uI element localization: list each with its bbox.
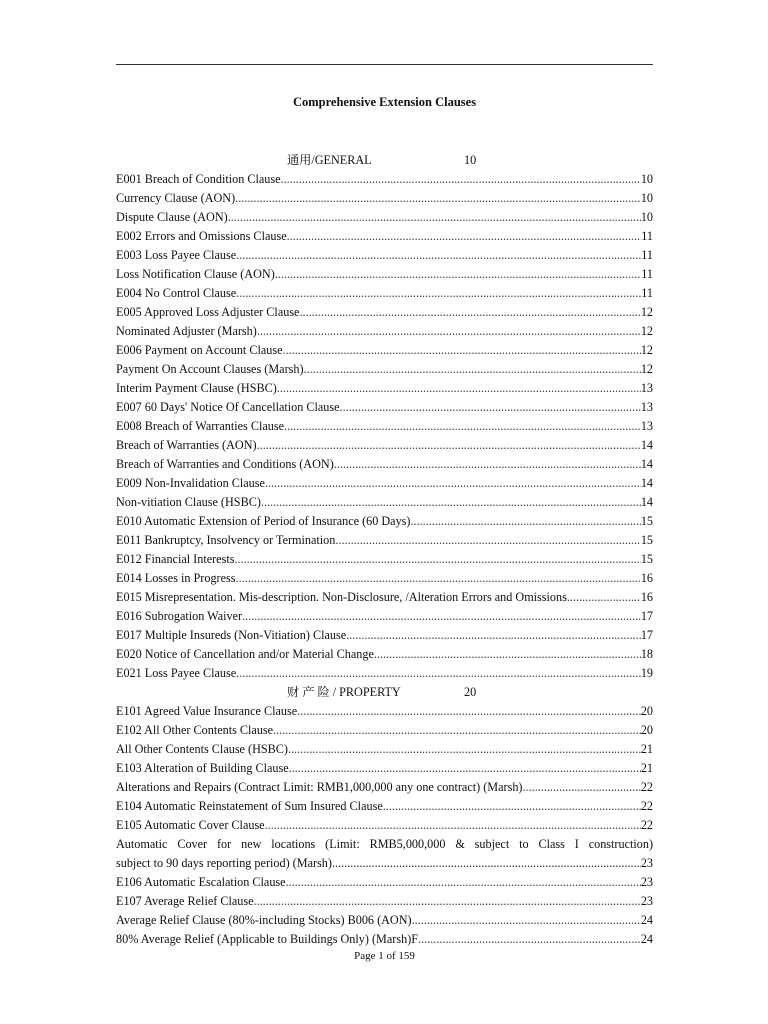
toc-entry-label: E017 Multiple Insureds (Non-Vitiation) Clause xyxy=(116,628,347,642)
toc-entry[interactable] xyxy=(116,569,653,588)
toc-entry-page: 19 xyxy=(640,666,653,680)
leader-dots xyxy=(261,493,641,512)
toc-entry[interactable] xyxy=(116,702,653,721)
toc-entry-label: Breach of Warranties (AON) xyxy=(116,438,257,452)
toc-entry-label: 80% Average Relief (Applicable to Buildings Only) (Marsh)F xyxy=(116,932,419,946)
toc-entry-page: 12 xyxy=(640,324,653,338)
toc-entry-label: E001 Breach of Condition Clause xyxy=(116,172,281,186)
toc-entry-page: 12 xyxy=(640,305,653,319)
leader-dots xyxy=(228,208,641,227)
toc-entry-page: 24 xyxy=(640,913,653,927)
toc-entry-page: 17 xyxy=(640,609,653,623)
page-footer: Page 1 of 159 xyxy=(354,950,415,962)
toc-entry[interactable] xyxy=(116,759,653,778)
section-name: 财 产 险 / PROPERTY xyxy=(287,685,401,699)
leader-dots xyxy=(277,379,641,398)
toc-entry[interactable] xyxy=(116,474,653,493)
toc-entry-label: E020 Notice of Cancellation and/or Material Change xyxy=(116,647,374,661)
leader-dots xyxy=(334,455,641,474)
toc-entry-page: 11 xyxy=(641,267,653,281)
toc-entry-page: 23 xyxy=(640,875,653,889)
toc-entry-label: E106 Automatic Escalation Clause xyxy=(116,875,286,889)
toc-entry-page: 11 xyxy=(641,229,653,243)
toc-entry[interactable] xyxy=(116,626,653,645)
leader-dots xyxy=(297,702,641,721)
toc-entry[interactable] xyxy=(116,911,653,930)
toc-entry[interactable] xyxy=(116,721,653,740)
section-page: 10 xyxy=(464,153,477,167)
leader-dots xyxy=(236,284,641,303)
toc-entry[interactable] xyxy=(116,607,653,626)
toc-entry-label: E006 Payment on Account Clause xyxy=(116,343,283,357)
toc-entry-page: 21 xyxy=(640,742,653,756)
leader-dots xyxy=(418,930,641,949)
leader-dots xyxy=(275,265,642,284)
toc-entry-label: Interim Payment Clause (HSBC) xyxy=(116,381,277,395)
toc-entry[interactable] xyxy=(116,170,653,189)
toc-entry-label: E009 Non-Invalidation Clause xyxy=(116,476,265,490)
leader-dots xyxy=(286,873,641,892)
toc-entry-page: 14 xyxy=(640,476,653,490)
leader-dots xyxy=(288,740,641,759)
leader-dots xyxy=(235,189,641,208)
toc-entry-label: E104 Automatic Reinstatement of Sum Insured Clause xyxy=(116,799,383,813)
leader-dots xyxy=(257,322,641,341)
toc-entry-page: 13 xyxy=(640,381,653,395)
leader-dots xyxy=(281,170,641,189)
leader-dots xyxy=(346,626,641,645)
document-title: Comprehensive Extension Clauses xyxy=(292,95,477,109)
toc-entry[interactable] xyxy=(116,664,653,683)
toc-entry[interactable] xyxy=(116,740,653,759)
toc-entry[interactable] xyxy=(116,341,653,360)
toc-entry-label: E004 No Control Clause xyxy=(116,286,237,300)
toc-entry-label: E010 Automatic Extension of Period of Insurance (60 Days) xyxy=(116,514,411,528)
toc-entry-label: Nominated Adjuster (Marsh) xyxy=(116,324,257,338)
toc-entry-label: Dispute Clause (AON) xyxy=(116,210,228,224)
leader-dots xyxy=(304,360,641,379)
leader-dots xyxy=(265,816,641,835)
toc-entry-page: 12 xyxy=(640,343,653,357)
toc-entry-label: E021 Loss Payee Clause xyxy=(116,666,237,680)
toc-entry-label: Currency Clause (AON) xyxy=(116,191,236,205)
toc-entry-label: Non-vitiation Clause (HSBC) xyxy=(116,495,261,509)
leader-dots xyxy=(287,227,642,246)
toc-entry-label: E103 Alteration of Building Clause xyxy=(116,761,289,775)
leader-dots xyxy=(236,569,641,588)
leader-dots xyxy=(265,474,641,493)
leader-dots xyxy=(332,854,641,873)
toc-entry-label: E011 Bankruptcy, Insolvency or Termination xyxy=(116,533,336,547)
toc-entry-label: subject to 90 days reporting period) (Marsh) xyxy=(116,856,332,870)
toc-entry-page: 16 xyxy=(640,590,653,604)
leader-dots xyxy=(412,911,641,930)
leader-dots xyxy=(284,417,641,436)
toc-entry[interactable] xyxy=(116,797,653,816)
leader-dots xyxy=(383,797,641,816)
toc-entry-page: 15 xyxy=(640,533,653,547)
toc-entry[interactable] xyxy=(116,816,653,835)
toc-entry-page: 23 xyxy=(640,894,653,908)
toc-entry[interactable] xyxy=(116,303,653,322)
toc-entry-page: 14 xyxy=(640,457,653,471)
leader-dots xyxy=(335,531,640,550)
toc-entry-page: 11 xyxy=(641,248,653,262)
toc-entry-label: E012 Financial Interests xyxy=(116,552,235,566)
toc-entry-page: 15 xyxy=(640,552,653,566)
toc-entry-label: E008 Breach of Warranties Clause xyxy=(116,419,285,433)
toc-entry[interactable] xyxy=(116,227,653,246)
toc-entry-label: E016 Subrogation Waiver xyxy=(116,609,243,623)
section-heading-general[interactable] xyxy=(116,151,653,170)
toc-entry-label: E015 Misrepresentation. Mis-description. Non-Disclosure, /Alteration Errors and Omissions xyxy=(116,590,567,604)
toc-entry-label: All Other Contents Clause (HSBC) xyxy=(116,742,288,756)
section-heading-property[interactable] xyxy=(116,683,653,702)
leader-dots xyxy=(257,436,641,455)
toc-entry-label: Alterations and Repairs (Contract Limit: RMB1,000,000 any one contract) (Marsh) xyxy=(116,780,523,794)
toc-entry[interactable] xyxy=(116,208,653,227)
toc-entry-label: E014 Losses in Progress xyxy=(116,571,236,585)
toc-entry[interactable] xyxy=(116,531,653,550)
toc-entry[interactable] xyxy=(116,360,653,379)
toc-entry-page: 22 xyxy=(640,799,653,813)
toc-entry-label: E107 Average Relief Clause xyxy=(116,894,254,908)
leader-dots xyxy=(299,303,640,322)
toc-entry-page: 15 xyxy=(640,514,653,528)
toc-entry-page: 20 xyxy=(640,723,653,737)
leader-dots xyxy=(242,607,641,626)
leader-dots xyxy=(567,588,641,607)
toc-entry[interactable] xyxy=(116,588,653,607)
toc-entry[interactable] xyxy=(116,398,653,417)
top-rule xyxy=(116,64,653,65)
toc-entry-label: Average Relief Clause (80%-including Stocks) B006 (AON) xyxy=(116,913,412,927)
toc-entry-page: 21 xyxy=(640,761,653,775)
leader-dots xyxy=(283,341,641,360)
toc-entry-wrapped-line2[interactable] xyxy=(116,854,653,873)
toc-entry[interactable] xyxy=(116,246,653,265)
toc-entry-label: Payment On Account Clauses (Marsh) xyxy=(116,362,304,376)
section-name: 通用/GENERAL xyxy=(287,153,372,167)
leader-dots xyxy=(236,664,641,683)
toc-entry-page: 17 xyxy=(640,628,653,642)
toc-entry-page: 20 xyxy=(640,704,653,718)
toc-entry[interactable] xyxy=(116,873,653,892)
toc-entry-label: E101 Agreed Value Insurance Clause xyxy=(116,704,298,718)
toc-entry-page: 24 xyxy=(640,932,653,946)
toc-entry-page: 11 xyxy=(641,286,653,300)
leader-dots xyxy=(234,550,640,569)
leader-dots xyxy=(340,398,641,417)
toc-entry-label: E005 Approved Loss Adjuster Clause xyxy=(116,305,300,319)
toc-entry-page: 14 xyxy=(640,438,653,452)
toc-entry[interactable] xyxy=(116,436,653,455)
toc-entry[interactable] xyxy=(116,417,653,436)
toc-entry-wrapped-line1[interactable]: Automatic Cover for new locations (Limit: RMB5,000,000 & subject to Class I construction) xyxy=(116,837,653,851)
toc-entry-label: E007 60 Days' Notice Of Cancellation Clause xyxy=(116,400,340,414)
toc-entry[interactable] xyxy=(116,455,653,474)
toc-entry-page: 22 xyxy=(640,780,653,794)
toc-entry-page: 10 xyxy=(640,210,653,224)
toc-entry-page: 14 xyxy=(640,495,653,509)
toc-entry[interactable] xyxy=(116,379,653,398)
toc-entry-page: 22 xyxy=(640,818,653,832)
leader-dots xyxy=(236,246,641,265)
toc-entry-label: Loss Notification Clause (AON) xyxy=(116,267,275,281)
toc-entry-page: 23 xyxy=(640,856,653,870)
leader-dots xyxy=(523,778,641,797)
table-of-contents xyxy=(116,151,653,949)
toc-entry-label: E105 Automatic Cover Clause xyxy=(116,818,265,832)
toc-entry[interactable] xyxy=(116,778,653,797)
toc-entry-label: E102 All Other Contents Clause xyxy=(116,723,274,737)
toc-entry[interactable] xyxy=(116,930,653,949)
toc-entry-page: 13 xyxy=(640,419,653,433)
toc-entry-page: 18 xyxy=(640,647,653,661)
toc-entry[interactable] xyxy=(116,512,653,531)
toc-entry-page: 16 xyxy=(640,571,653,585)
toc-entry-page: 10 xyxy=(640,172,653,186)
toc-entry-page: 10 xyxy=(640,191,653,205)
toc-entry-label: E002 Errors and Omissions Clause xyxy=(116,229,287,243)
toc-entry-label: E003 Loss Payee Clause xyxy=(116,248,237,262)
leader-dots xyxy=(410,512,640,531)
toc-entry-label: Breach of Warranties and Conditions (AON) xyxy=(116,457,334,471)
leader-dots xyxy=(254,892,641,911)
toc-entry[interactable] xyxy=(116,892,653,911)
section-page: 20 xyxy=(464,685,477,699)
leader-dots xyxy=(374,645,641,664)
toc-entry[interactable] xyxy=(116,284,653,303)
toc-entry-page: 13 xyxy=(640,400,653,414)
toc-entry[interactable] xyxy=(116,322,653,341)
toc-entry[interactable] xyxy=(116,493,653,512)
leader-dots xyxy=(273,721,641,740)
toc-entry[interactable] xyxy=(116,189,653,208)
toc-entry[interactable] xyxy=(116,265,653,284)
toc-entry-page: 12 xyxy=(640,362,653,376)
leader-dots xyxy=(289,759,641,778)
toc-entry[interactable] xyxy=(116,645,653,664)
toc-entry[interactable] xyxy=(116,550,653,569)
